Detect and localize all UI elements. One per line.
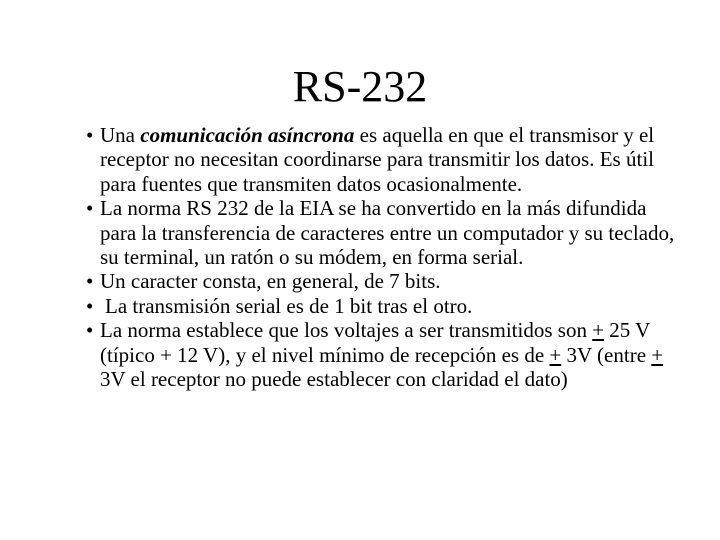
bullet-text: La norma establece que los voltajes a ser transmitidos son xyxy=(100,318,593,343)
bullet-rs232-norm xyxy=(86,196,686,269)
slide-title: RS-232 xyxy=(292,62,428,111)
bullet-marker: • xyxy=(86,196,94,221)
bullet-marker: • xyxy=(86,318,94,343)
bullet-text: 25 V (típico + 12 V), y el nivel mínimo de recepción es de xyxy=(100,318,650,367)
plus-minus-symbol: + xyxy=(592,318,605,343)
bullet-text: Una xyxy=(100,123,141,147)
plus-minus-symbol: + xyxy=(549,342,562,367)
bullet-text: Un caracter consta, en general, de 7 bits. xyxy=(100,269,441,294)
emphasis-term: comunicación asíncrona xyxy=(140,123,355,147)
plus-minus-symbol: + xyxy=(651,342,664,367)
bullet-list xyxy=(86,123,686,391)
bullet-character-bits xyxy=(86,269,686,293)
bullet-voltage-levels xyxy=(86,318,686,391)
bullet-text: 3V el receptor no puede establecer con claridad el dato) xyxy=(100,367,568,392)
bullet-text: La transmisión serial es de 1 bit tras el otro. xyxy=(105,293,473,318)
bullet-marker: • xyxy=(86,293,94,318)
bullet-marker: • xyxy=(86,123,94,147)
bullet-asynchronous-communication xyxy=(86,123,686,196)
bullet-serial-transmission xyxy=(86,294,686,318)
bullet-text: es aquella en que el transmisor y el receptor no necesitan coordinarse para transmitir los datos. Es útil para fuentes que transmiten datos ocasionalmente. xyxy=(100,123,655,196)
bullet-text: La norma RS 232 de la EIA se ha convertido en la más difundida para la transferencia de caracteres entre un computador y su teclado, su terminal, un ratón o su módem, en forma serial. xyxy=(100,196,675,270)
bullet-text: 3V (entre xyxy=(561,342,652,367)
bullet-marker: • xyxy=(86,269,94,294)
